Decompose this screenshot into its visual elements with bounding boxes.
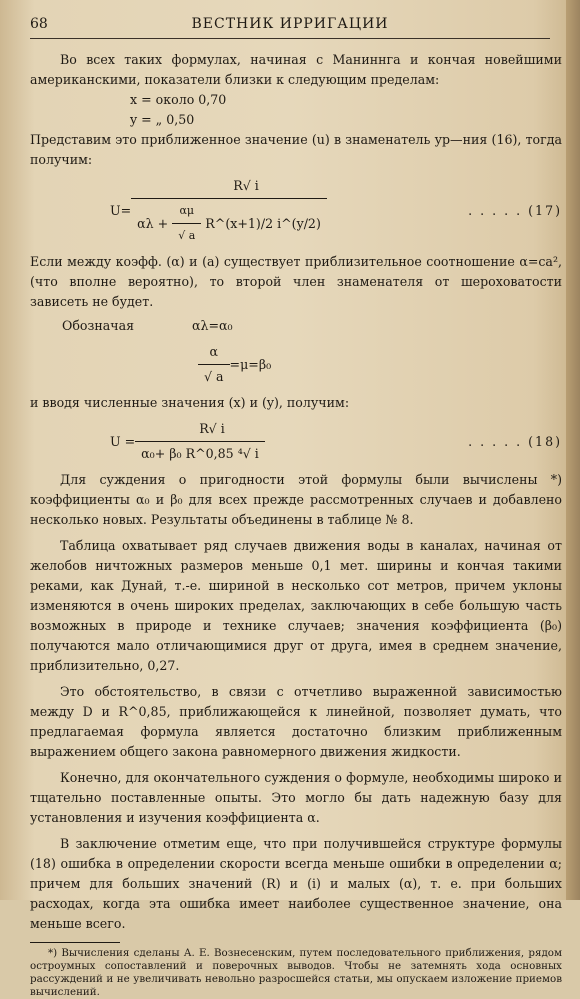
article-body bbox=[30, 50, 562, 999]
paragraph-2: Представим это приближенное значение (u) в знаменатель ур—ния (16), тогда получим: bbox=[30, 132, 562, 167]
equation-18 bbox=[110, 419, 562, 464]
paragraph-6: Для суждения о пригодности этой формулы были вычислены *) коэффициенты α₀ и β₀ для всех прежде рассмотренных случаев и добавлено несколько новых. Результаты объединены в таблице № 8. bbox=[30, 472, 562, 527]
journal-title: ВЕСТНИК ИРРИГАЦИИ bbox=[191, 16, 389, 32]
x-exponent-line: x = около 0,70 bbox=[130, 92, 227, 107]
definition-block bbox=[30, 316, 562, 336]
footnote-rule bbox=[30, 942, 120, 943]
footnote: *) Вычисления сделаны А. Е. Вознесенским, путем последовательного приближения, рядом остроумных сопоставлений и поверочных выводов. Чтобы не затемнять хода основных рассуждений и не увеличивать невольно разросшейся статьи, мы опускаем изложение приемов вычислений. bbox=[30, 947, 562, 998]
eq17-denominator: αλ + $\frac{\alpha\mu}{√ a}$ R^(x+1)/2 i^(y/2) bbox=[131, 198, 327, 246]
eq17-inner-fraction: $\frac{\alpha\mu}{√ a}$ bbox=[172, 201, 201, 246]
paragraph-1: Во всех таких формулах, начиная с Маниннга и кончая новейшими американскими, показатели близки к следующим пределам: bbox=[30, 52, 562, 87]
eq18-lhs: U = bbox=[110, 433, 136, 449]
page-edge bbox=[566, 0, 580, 900]
paragraph-8: Это обстоятельство, в связи с отчетливо выраженной зависимостью между D и R^0,85, приближающейся к линейной, позволяет думать, что предлагаемая формула является достаточно близким приближенным выражением общего закона равномерного движения жидкости. bbox=[30, 684, 562, 759]
y-exponent-line: y = „ 0,50 bbox=[130, 112, 195, 127]
eq17-numerator: R√ i bbox=[233, 178, 259, 193]
running-head bbox=[30, 14, 550, 39]
paragraph-7: Таблица охватывает ряд случаев движения воды в каналах, начиная от желобов ничтожных размеров меньше 0,1 мет. ширины и кончая такими реками, как Дунай, т.-е. шириной в несколько сот метров, причем уклоны изменяются в очень широких пределах, заключающих в себе большую часть возможных в природе и технике случаев; значения коэффициента (β₀) получаются мало отличающимися друг от друга, имея в среднем значение, приблизительно, 0,27. bbox=[30, 538, 562, 673]
paragraph-10: В заключение отметим еще, что при получившейся структуре формулы (18) ошибка в определении скорости всегда меньше ошибки в определении α; причем для больших значений (R) и (i) и малых (α), т. е. при больших расходах, когда эта ошибка имеет наиболее существенное значение, она меньше всего. bbox=[30, 836, 562, 931]
eq17-fraction bbox=[131, 176, 327, 246]
paragraph-5: и вводя численные значения (x) и (y), получим: bbox=[30, 395, 350, 410]
eq18-numerator: R√ i bbox=[199, 421, 225, 436]
equation-17 bbox=[110, 176, 562, 246]
paragraph-9: Конечно, для окончательного суждения о формуле, необходимы широко и тщательно поставленные опыты. Это могло бы дать надежную базу для установления и изучения коэффициента α. bbox=[30, 770, 562, 825]
definition-label: Обозначая bbox=[62, 318, 135, 333]
definition-2: $\frac{\alpha}{√ a}$ =μ=β₀ bbox=[198, 342, 562, 387]
definition-1: αλ=α₀ bbox=[192, 318, 233, 333]
eq17-lhs: U= bbox=[110, 203, 132, 218]
page-number: 68 bbox=[30, 16, 48, 32]
eq18-number: . . . . . (18) bbox=[468, 433, 562, 449]
paragraph-3: Если между коэфф. (α) и (a) существует приблизительное соотношение α=ca², (что вполне вероятно), то второй член знаменателя от шероховатости зависеть не будет. bbox=[30, 254, 562, 309]
eq18-fraction bbox=[135, 419, 265, 464]
eq18-denominator: α₀+ β₀ R^0,85 ⁴√ i bbox=[135, 441, 265, 464]
eq17-number: . . . . . (17) bbox=[468, 203, 562, 218]
